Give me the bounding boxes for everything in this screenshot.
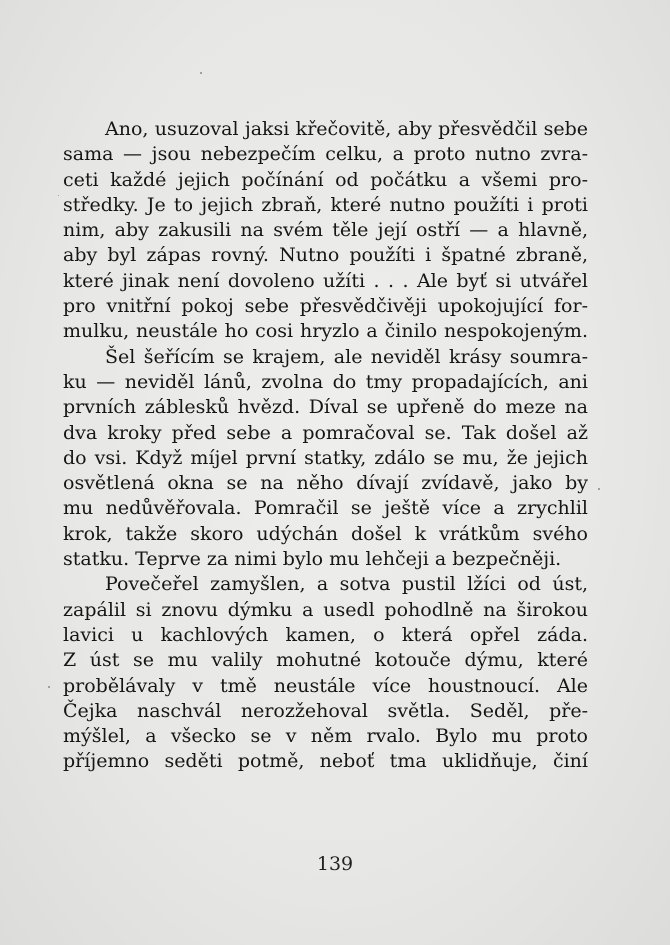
- paper-speck: [200, 72, 202, 74]
- text-line: pro vnitřní pokoj sebe přesvědčivěji upokojující for-: [63, 295, 588, 318]
- text-line: mulku, neustále ho cosi hryzlo a činilo nespokojeným.: [63, 320, 588, 343]
- body-text: [63, 117, 588, 775]
- text-line: Šel šeřícím se krajem, ale neviděl krásy soumra-: [105, 345, 588, 368]
- paper-speck: [48, 686, 50, 688]
- text-line: Ano, usuzoval jaksi křečovitě, aby přesvědčil sebe: [105, 118, 588, 140]
- text-line: nim, aby zakusili na svém těle její ostří — a hlavně,: [63, 219, 588, 242]
- text-line: krok, takže skoro udýchán došel k vrátkům svého: [63, 522, 588, 545]
- text-line: osvětlená okna se na něho dívají zvídavě, jako by: [63, 472, 588, 495]
- text-line: středky. Je to jejich zbraň, které nutno použíti i proti: [63, 193, 588, 216]
- page-number: 139: [316, 853, 354, 875]
- text-line: Z úst se mu valily mohutné kotouče dýmu, které: [63, 649, 588, 672]
- text-line: mýšlel, a všecko se v něm rvalo. Bylo mu proto: [63, 725, 588, 748]
- paper-speck: [58, 195, 59, 196]
- text-line: ku — neviděl lánů, zvolna do tmy propadajících, ani: [63, 370, 588, 393]
- text-line: lavici u kachlových kamen, o která opřel záda.: [63, 623, 588, 646]
- text-line: dva kroky před sebe a pomračoval se. Tak došel až: [63, 421, 588, 444]
- text-line: zapálil si znovu dýmku a usedl pohodlně na širokou: [63, 598, 588, 621]
- text-line: mu nedůvěřovala. Pomračil se ještě více a zrychlil: [63, 497, 588, 520]
- text-line: ceti každé jejich počínání od počátku a všemi pro-: [63, 168, 588, 191]
- text-line: příjemno seděti potmě, neboť tma uklidňuje, činí: [63, 750, 588, 773]
- text-line: aby byl zápas rovný. Nutno použíti i špatné zbraně,: [63, 244, 588, 267]
- text-line: Čejka naschvál nerozžehoval světla. Seděl, pře-: [63, 699, 588, 722]
- text-line: prvních záblesků hvězd. Díval se upřeně do meze na: [63, 396, 588, 419]
- text-line: sama — jsou nebezpečím celku, a proto nutno zvra-: [63, 143, 588, 166]
- paper-speck: [598, 488, 600, 490]
- text-line: statku. Teprve za nimi bylo mu lehčeji a bezpečněji.: [63, 548, 562, 571]
- text-line: probělávaly v tmě neustále více houstnoucí. Ale: [63, 674, 588, 697]
- text-line: které jinak není dovoleno užíti . . . Ale byť si utvářel: [63, 269, 588, 292]
- text-line: Povečeřel zamyšlen, a sotva pustil lžíci od úst,: [105, 573, 588, 596]
- text-line: do vsi. Když míjel první statky, zdálo se mu, že jejich: [63, 446, 588, 469]
